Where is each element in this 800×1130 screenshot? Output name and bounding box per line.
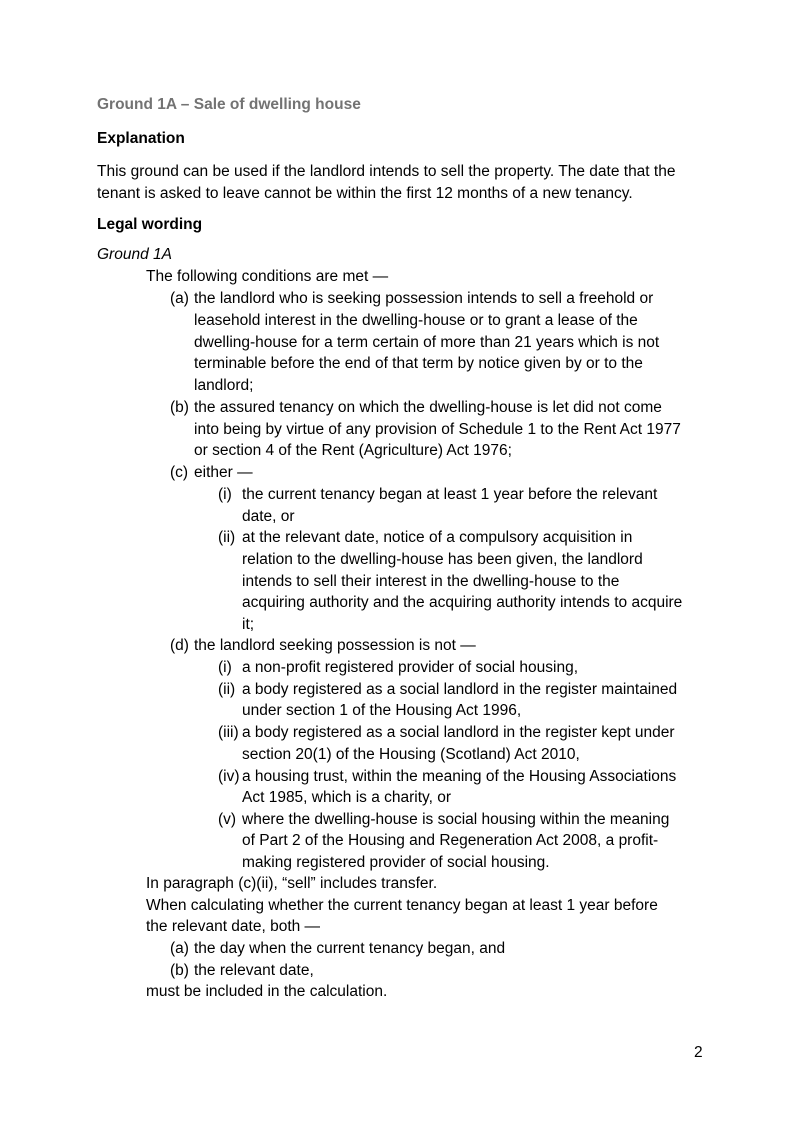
- explanation-text: This ground can be used if the landlord intends to sell the property. The date that the tenant is asked to leave cannot be within the first 12 months of a new tenancy.: [97, 163, 676, 202]
- item-b-line: into being by virtue of any provision of Schedule 1 to the Rent Act 1977: [194, 421, 681, 438]
- item-d-label: (d): [170, 637, 189, 654]
- explanation-heading: Explanation: [97, 130, 185, 147]
- item-a-line: landlord;: [194, 377, 254, 394]
- item-c-i-label: (i): [218, 486, 232, 503]
- item-d-v-line: making registered provider of social housing.: [242, 854, 550, 871]
- item-d-ii-line: a body registered as a social landlord in the register maintained: [242, 681, 678, 698]
- item-d-iv-label: (iv): [218, 768, 240, 785]
- calc-a-text: the day when the current tenancy began, and: [194, 940, 506, 957]
- item-d-iv-line: Act 1985, which is a charity, or: [242, 789, 452, 806]
- calc-a-label: (a): [170, 940, 189, 957]
- item-c-ii-line: relation to the dwelling-house has been given, the landlord: [242, 551, 643, 568]
- calc-line: When calculating whether the current tenancy began at least 1 year before: [146, 897, 658, 914]
- item-d-v-line: of Part 2 of the Housing and Regeneration Act 2008, a profit-: [242, 832, 659, 849]
- item-d-v-line: where the dwelling-house is social housing within the meaning: [242, 811, 670, 828]
- item-a-line: the landlord who is seeking possession intends to sell a freehold or: [194, 290, 654, 307]
- item-d-iv-line: a housing trust, within the meaning of the Housing Associations: [242, 768, 677, 785]
- calc-line: the relevant date, both —: [146, 918, 321, 935]
- item-b-line: the assured tenancy on which the dwelling-house is let did not come: [194, 399, 662, 416]
- item-d-iii-line: section 20(1) of the Housing (Scotland) Act 2010,: [242, 746, 580, 763]
- item-c-ii-line: it;: [242, 616, 255, 633]
- item-c-ii-label: (ii): [218, 529, 236, 546]
- item-a-line: terminable before the end of that term by notice given by or to the: [194, 355, 643, 372]
- item-d-i-label: (i): [218, 659, 232, 676]
- item-a-line: leasehold interest in the dwelling-house or to grant a lease of the: [194, 312, 638, 329]
- page-number: 2: [694, 1044, 703, 1061]
- calc-closing: must be included in the calculation.: [146, 983, 388, 1000]
- para-c-ii-note: In paragraph (c)(ii), “sell” includes transfer.: [146, 875, 438, 892]
- item-d-iii-label: (iii): [218, 724, 239, 741]
- item-c-i-line: date, or: [242, 508, 295, 525]
- item-a-label: (a): [170, 290, 189, 307]
- ground-title: Ground 1A: [97, 246, 172, 263]
- item-c-ii-line: acquiring authority and the acquiring authority intends to acquire: [242, 594, 683, 611]
- item-c-ii-line: at the relevant date, notice of a compulsory acquisition in: [242, 529, 633, 546]
- section-heading: Ground 1A – Sale of dwelling house: [97, 96, 361, 113]
- item-d-ii-label: (ii): [218, 681, 236, 698]
- item-d-i-line: a non-profit registered provider of social housing,: [242, 659, 579, 676]
- calc-b-text: the relevant date,: [194, 962, 314, 979]
- item-c-ii-line: intends to sell their interest in the dwelling-house to the: [242, 573, 620, 590]
- item-b-label: (b): [170, 399, 189, 416]
- item-d-v-label: (v): [218, 811, 237, 828]
- item-c-i-line: the current tenancy began at least 1 year before the relevant: [242, 486, 658, 503]
- item-d-text: the landlord seeking possession is not —: [194, 637, 476, 654]
- conditions-intro: The following conditions are met —: [146, 268, 389, 285]
- item-b-line: or section 4 of the Rent (Agriculture) Act 1976;: [194, 442, 512, 459]
- legal-wording-heading: Legal wording: [97, 216, 203, 233]
- item-a-line: dwelling-house for a term certain of more than 21 years which is not: [194, 334, 660, 351]
- item-d-iii-line: a body registered as a social landlord in the register kept under: [242, 724, 675, 741]
- item-c-label: (c): [170, 464, 189, 481]
- item-c-text: either —: [194, 464, 253, 481]
- calc-b-label: (b): [170, 962, 189, 979]
- item-d-ii-line: under section 1 of the Housing Act 1996,: [242, 702, 522, 719]
